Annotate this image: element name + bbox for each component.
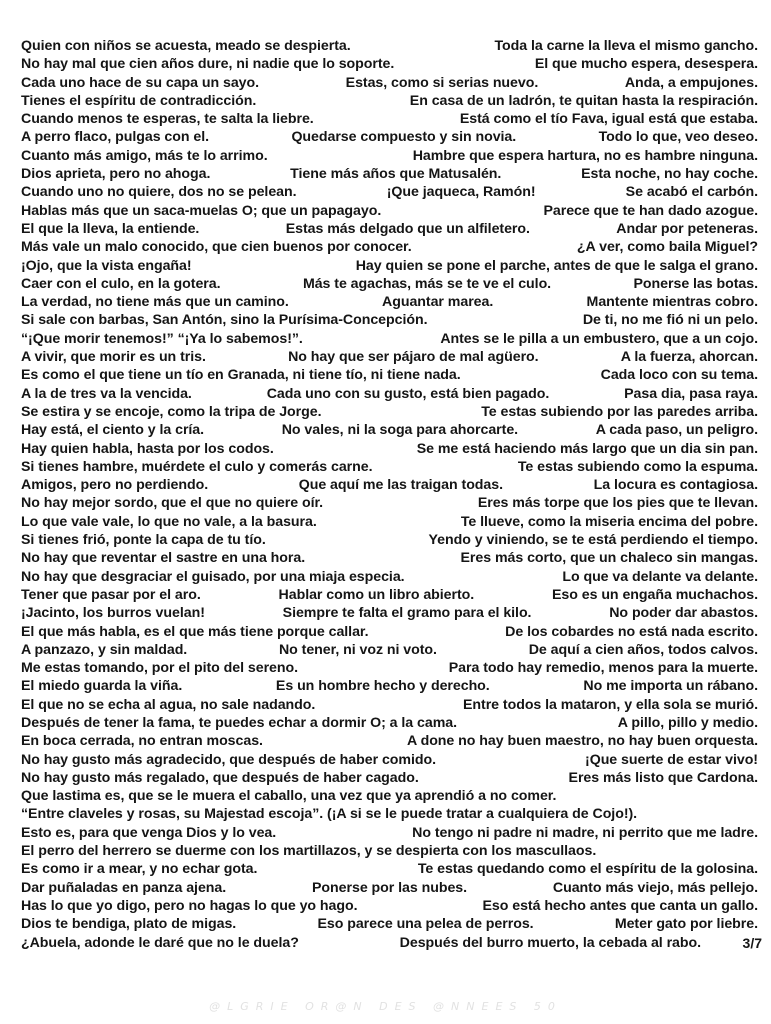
- proverb: Dios aprieta, pero no ahoga.: [21, 166, 211, 183]
- proverb: Tener que pasar por el aro.: [21, 586, 201, 603]
- text-line: [21, 37, 758, 55]
- proverb: Hablar como un libro abierto.: [278, 586, 475, 603]
- text-line: [21, 55, 758, 73]
- proverb: No hay mal que cien años dure, ni nadie que lo soporte.: [21, 56, 395, 73]
- footer-watermark: @LGRIE OR@N DES @NNEES 50: [209, 1000, 562, 1013]
- text-line: [21, 421, 758, 439]
- page-number: 3/7: [742, 934, 762, 951]
- proverb: Eres más corto, que un chaleco sin mangas.: [460, 550, 758, 567]
- proverb: No hay que reventar el sastre en una hora.: [21, 550, 306, 567]
- text-line: [21, 696, 758, 714]
- text-line: [21, 549, 758, 567]
- proverb: No poder dar abastos.: [609, 605, 758, 622]
- proverb: Hablas más que un saca-muelas O; que un papagayo.: [21, 202, 382, 219]
- proverb: Dar puñaladas en panza ajena.: [21, 879, 227, 896]
- text-line: [21, 897, 758, 915]
- text-line: [21, 128, 758, 146]
- proverb: Cada loco con su tema.: [600, 367, 758, 384]
- proverb: Eres más listo que Cardona.: [568, 769, 758, 786]
- proverb: Es como el que tiene un tío en Granada, ni tiene tío, ni tiene nada.: [21, 367, 461, 384]
- proverb: Estas más delgado que un alfiletero.: [285, 220, 530, 237]
- proverb: Meter gato por liebre.: [614, 916, 758, 933]
- proverb: Dios te bendiga, plato de migas.: [21, 916, 237, 933]
- proverb: ¡Que suerte de estar vivo!: [585, 751, 758, 768]
- text-line: [21, 714, 758, 732]
- proverb: En boca cerrada, no entran moscas.: [21, 733, 263, 750]
- proverb: No hay que desgraciar el guisado, por una miaja especia.: [21, 568, 405, 585]
- text-line: [21, 915, 758, 933]
- proverb: Cuanto más amigo, más te lo arrimo.: [21, 147, 268, 164]
- proverb: A la fuerza, ahorcan.: [620, 349, 758, 366]
- proverb: Que lastima es, que se le muera el caballo, una vez que ya aprendió a no comer.: [21, 788, 557, 805]
- text-line: [21, 879, 758, 897]
- proverb: Estas, como si serias nuevo.: [345, 74, 539, 91]
- proverb: No hay gusto más agradecido, que después de haber comido.: [21, 751, 436, 768]
- proverb: Anda, a empujones.: [624, 74, 758, 91]
- proverb: A done no hay buen maestro, no hay buen orquesta.: [407, 733, 758, 750]
- text-line: [21, 787, 758, 805]
- text-line: [21, 531, 758, 549]
- text-line: [21, 183, 758, 201]
- proverb: Más te agachas, más se te ve el culo.: [302, 275, 552, 292]
- proverb: Lo que va delante va delante.: [562, 568, 758, 585]
- proverb: No me importa un rábano.: [583, 678, 758, 695]
- proverb: Tienes el espíritu de contradicción.: [21, 92, 257, 109]
- proverb: La locura es contagiosa.: [593, 477, 758, 494]
- proverb: Todo lo que, veo deseo.: [598, 129, 758, 146]
- text-line: [21, 403, 758, 421]
- proverb: Antes se le pilla a un embustero, que a un cojo.: [440, 330, 758, 347]
- text-line: [21, 568, 758, 586]
- proverb: Caer con el culo, en la gotera.: [21, 275, 221, 292]
- proverb: Está como el tío Fava, igual está que estaba.: [459, 111, 758, 128]
- proverb: Después de tener la fama, te puedes echar a dormir O; a la cama.: [21, 714, 458, 731]
- proverb: Después del burro muerto, la cebada al rabo.: [399, 934, 701, 951]
- proverb: No hay mejor sordo, que el que no quiere oír.: [21, 495, 324, 512]
- proverb: Mantente mientras cobro.: [586, 294, 758, 311]
- text-line: [21, 513, 758, 531]
- text-line: [21, 659, 758, 677]
- proverb: La verdad, no tiene más que un camino.: [21, 294, 289, 311]
- text-line: [21, 623, 758, 641]
- text-line: [21, 677, 758, 695]
- proverb: Has lo que yo digo, pero no hagas lo que yo hago.: [21, 897, 358, 914]
- proverb: En casa de un ladrón, te quitan hasta la respiración.: [409, 92, 758, 109]
- proverb: Se acabó el carbón.: [625, 184, 758, 201]
- proverb: Cuando uno no quiere, dos no se pelean.: [21, 184, 297, 201]
- text-line: [21, 110, 758, 128]
- proverb: Más vale un malo conocido, que cien buenos por conocer.: [21, 239, 412, 256]
- proverb: Hay está, el ciento y la cría.: [21, 422, 205, 439]
- proverb: Parece que te han dado azogue.: [543, 202, 758, 219]
- proverb: A pillo, pillo y medio.: [617, 714, 758, 731]
- proverb: ¡Que jaqueca, Ramón!: [386, 184, 536, 201]
- proverb: El miedo guarda la viña.: [21, 678, 183, 695]
- text-line: [21, 311, 758, 329]
- text-line: [21, 934, 701, 952]
- proverb: Eso está hecho antes que canta un gallo.: [482, 897, 758, 914]
- proverb: A cada paso, un peligro.: [595, 422, 758, 439]
- text-line: [21, 74, 758, 92]
- proverb: Eres más torpe que los pies que te llevan.: [477, 495, 758, 512]
- text-line: [21, 604, 758, 622]
- proverb: No vales, ni la soga para ahorcarte.: [281, 422, 519, 439]
- text-line: [21, 147, 758, 165]
- proverb: Pasa dia, pasa raya.: [624, 385, 758, 402]
- text-line: [21, 476, 758, 494]
- text-line: [21, 366, 758, 384]
- proverb: ¿A ver, como baila Miguel?: [576, 239, 758, 256]
- text-line: [21, 238, 758, 256]
- proverb: Tiene más años que Matusalén.: [290, 166, 502, 183]
- proverb: Quien con niños se acuesta, meado se despierta.: [21, 38, 351, 54]
- proverb: Te estas subiendo por las paredes arriba.: [481, 403, 758, 420]
- proverb: ¿Abuela, adonde le daré que no le duela?: [21, 934, 299, 951]
- text-line: [21, 641, 758, 659]
- proverb: El que la lleva, la entiende.: [21, 220, 200, 237]
- proverb: El perro del herrero se duerme con los martillazos, y se despierta con los mascullaos.: [21, 843, 597, 860]
- proverb: De los cobardes no está nada escrito.: [505, 623, 758, 640]
- proverb: Esto es, para que venga Dios y lo vea.: [21, 824, 277, 841]
- text-line: [21, 824, 758, 842]
- proverb: El que más habla, es el que más tiene porque callar.: [21, 623, 369, 640]
- proverb: Se estira y se encoje, como la tripa de Jorge.: [21, 403, 322, 420]
- proverb: Si sale con barbas, San Antón, sino la Purísima-Concepción.: [21, 312, 428, 329]
- proverb: Hay quien habla, hasta por los codos.: [21, 440, 274, 457]
- text-line: [21, 440, 758, 458]
- proverb: Andar por peteneras.: [616, 220, 758, 237]
- text-line: [21, 348, 758, 366]
- proverb: El que mucho espera, desespera.: [534, 56, 758, 73]
- proverb: Amigos, pero no perdiendo.: [21, 477, 209, 494]
- text-line: [21, 860, 758, 878]
- proverb: A perro flaco, pulgas con el.: [21, 129, 210, 146]
- proverb: No hay que ser pájaro de mal agüero.: [288, 349, 539, 366]
- proverb: Ponerse las botas.: [633, 275, 758, 292]
- proverb: De ti, no me fió ni un pelo.: [582, 312, 758, 329]
- proverb: Ponerse por las nubes.: [312, 879, 468, 896]
- text-line: [21, 842, 758, 860]
- text-line: [21, 586, 758, 604]
- text-line: [21, 494, 758, 512]
- proverb: A panzazo, y sin maldad.: [21, 641, 188, 658]
- proverb: Te llueve, como la miseria encima del pobre.: [460, 513, 758, 530]
- text-line: [21, 257, 758, 275]
- proverb: Lo que vale vale, lo que no vale, a la basura.: [21, 513, 317, 530]
- proverb: “Entre claveles y rosas, su Majestad escoja”. (¡A si se le puede tratar a cualquiera de Cojo!).: [21, 806, 638, 823]
- proverb: Si tienes hambre, muérdete el culo y comerás carne.: [21, 458, 373, 475]
- text-line: [21, 751, 758, 769]
- proverb: Eso es un engaña muchachos.: [551, 586, 758, 603]
- text-line: [21, 92, 758, 110]
- text-line: [21, 275, 758, 293]
- proverb: No hay gusto más regalado, que después de haber cagado.: [21, 769, 419, 786]
- proverb: Aguantar marea.: [382, 294, 494, 311]
- proverb: Que aquí me las traigan todas.: [298, 477, 503, 494]
- proverb: Hay quien se pone el parche, antes de que le salga el grano.: [355, 257, 758, 274]
- text-line: [21, 293, 758, 311]
- proverb-lines: [21, 37, 758, 952]
- proverb: A vivir, que morir es un tris.: [21, 349, 206, 366]
- proverb: No tengo ni padre ni madre, ni perrito que me ladre.: [412, 824, 758, 841]
- proverb: Te estas subiendo como la espuma.: [517, 458, 758, 475]
- proverb: Cada uno con su gusto, está bien pagado.: [266, 385, 550, 402]
- text-line: [21, 220, 758, 238]
- text-line: [21, 769, 758, 787]
- proverb: Esta noche, no hay coche.: [581, 166, 758, 183]
- text-line: [21, 202, 758, 220]
- text-line: [21, 165, 758, 183]
- proverb: Se me está haciendo más largo que un dia sin pan.: [416, 440, 758, 457]
- text-line: [21, 330, 758, 348]
- proverb: Yendo y viniendo, se te está perdiendo el tiempo.: [428, 532, 758, 549]
- proverb: Para todo hay remedio, menos para la muerte.: [448, 660, 758, 677]
- proverb: Entre todos la mataron, y ella sola se murió.: [463, 696, 758, 713]
- proverb: Es como ir a mear, y no echar gota.: [21, 861, 258, 878]
- proverb: El que no se echa al agua, no sale nadando.: [21, 696, 316, 713]
- proverb: Hambre que espera hartura, no es hambre ninguna.: [412, 147, 758, 164]
- proverb: Me estas tomando, por el pito del sereno.: [21, 660, 299, 677]
- proverb: No tener, ni voz ni voto.: [278, 641, 437, 658]
- proverb: Cuanto más viejo, más pellejo.: [552, 879, 758, 896]
- proverb: Eso parece una pelea de perros.: [317, 916, 534, 933]
- text-line: [21, 732, 758, 750]
- proverb: Quedarse compuesto y sin novia.: [291, 129, 517, 146]
- proverb: Si tienes frió, ponte la capa de tu tío.: [21, 532, 266, 549]
- proverb: Te estas quedando como el espíritu de la golosina.: [417, 861, 758, 878]
- proverb: Siempre te falta el gramo para el kilo.: [282, 605, 532, 622]
- proverb: Toda la carne la lleva el mismo gancho.: [494, 38, 758, 54]
- proverb: Es un hombre hecho y derecho.: [275, 678, 490, 695]
- proverb: Cuando menos te esperas, te salta la liebre.: [21, 111, 314, 128]
- text-line: [21, 385, 758, 403]
- proverb: De aquí a cien años, todos calvos.: [528, 641, 758, 658]
- proverb: ¡Jacinto, los burros vuelan!: [21, 605, 205, 622]
- proverb: Cada uno hace de su capa un sayo.: [21, 74, 260, 91]
- text-line: [21, 458, 758, 476]
- proverb: ¡Ojo, que la vista engaña!: [21, 257, 192, 274]
- text-line: [21, 805, 758, 823]
- proverb: A la de tres va la vencida.: [21, 385, 192, 402]
- proverb: “¡Que morir tenemos!” “¡Ya lo sabemos!”.: [21, 330, 303, 347]
